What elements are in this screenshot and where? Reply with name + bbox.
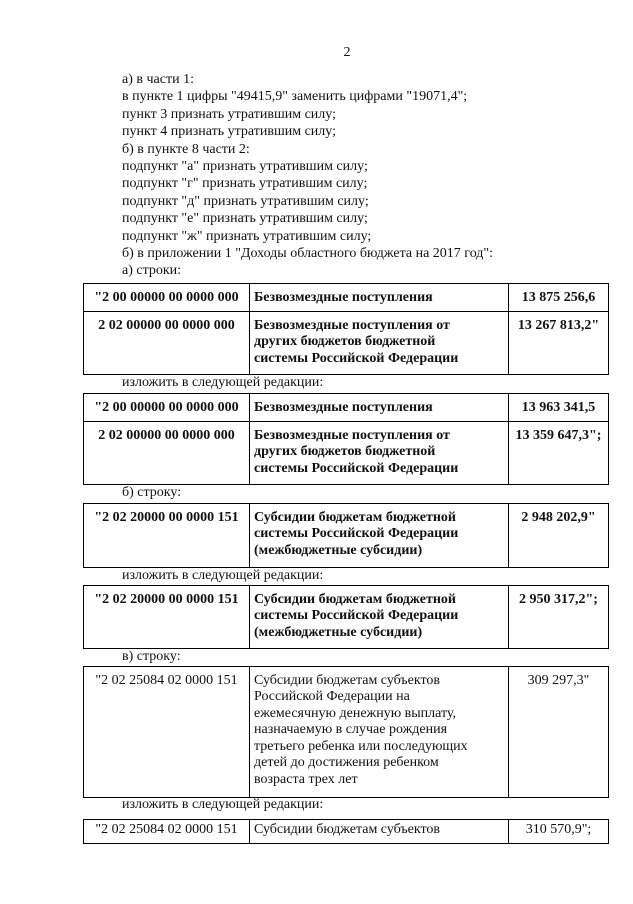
code-cell: "2 02 25084 02 0000 151 <box>84 667 250 798</box>
redaction-label: изложить в следующей редакции: <box>122 797 324 812</box>
page-number: 2 <box>343 45 351 60</box>
table-row <box>84 284 609 312</box>
name-cell: Субсидии бюджетам бюджетной системы Российской Федерации (межбюджетные субсидии) <box>250 504 509 568</box>
section-label: в) строку: <box>122 649 181 664</box>
name-cell: Безвозмездные поступления от других бюджетов бюджетной системы Российской Федерации <box>250 422 509 485</box>
table-row <box>84 422 609 485</box>
table-row <box>84 312 609 375</box>
amount-cell: 2 950 317,2"; <box>509 586 609 649</box>
table-row <box>84 394 609 422</box>
section-label: б) строку: <box>122 485 182 500</box>
name-cell: Субсидии бюджетам субъектов <box>250 820 509 844</box>
amendment-text <box>122 71 493 280</box>
amendment-line: в пункте 1 цифры "49415,9" заменить цифрами "19071,4"; <box>122 89 468 105</box>
table-row <box>84 586 609 649</box>
budget-table-old-rows <box>83 283 609 375</box>
amount-cell: 2 948 202,9" <box>509 504 609 568</box>
name-cell: Субсидии бюджетам субъектов Российской Федерации на ежемесячную денежную выплату, назначаемую в случае рождения третьего ребенка или последующих детей до достижения ребенком возраста трех лет <box>250 667 509 798</box>
table-row <box>84 504 609 568</box>
code-cell: 2 02 00000 00 0000 000 <box>84 312 250 375</box>
code-cell: "2 02 20000 00 0000 151 <box>84 586 250 649</box>
name-cell: Безвозмездные поступления <box>250 284 509 312</box>
subsidies-table-old <box>83 503 609 568</box>
subsidies-table-new <box>83 585 609 649</box>
amendment-line: подпункт "а" признать утратившим силу; <box>122 159 368 175</box>
amount-cell: 13 267 813,2" <box>509 312 609 375</box>
amendment-line: пункт 3 признать утратившим силу; <box>122 106 336 122</box>
amount-cell: 13 963 341,5 <box>509 394 609 422</box>
amendment-line: подпункт "е" признать утратившим силу; <box>122 211 368 227</box>
child-payment-table-new <box>83 819 609 844</box>
name-cell: Безвозмездные поступления от других бюджетов бюджетной системы Российской Федерации <box>250 312 509 375</box>
amendment-line: а) строки: <box>122 263 182 279</box>
code-cell: "2 00 00000 00 0000 000 <box>84 394 250 422</box>
budget-table-new-rows <box>83 393 609 485</box>
code-cell: "2 02 20000 00 0000 151 <box>84 504 250 568</box>
amendment-line: б) в пункте 8 части 2: <box>122 141 250 157</box>
amount-cell: 13 359 647,3"; <box>509 422 609 485</box>
code-cell: "2 02 25084 02 0000 151 <box>84 820 250 844</box>
amount-cell: 309 297,3" <box>509 667 609 798</box>
name-cell: Безвозмездные поступления <box>250 394 509 422</box>
amendment-line: подпункт "ж" признать утратившим силу; <box>122 228 372 244</box>
table-row <box>84 667 609 798</box>
amount-cell: 310 570,9"; <box>509 820 609 844</box>
code-cell: "2 00 00000 00 0000 000 <box>84 284 250 312</box>
redaction-label: изложить в следующей редакции: <box>122 568 324 583</box>
name-cell: Субсидии бюджетам бюджетной системы Российской Федерации (межбюджетные субсидии) <box>250 586 509 649</box>
amendment-line: а) в части 1: <box>122 72 194 87</box>
amendment-line: подпункт "д" признать утратившим силу; <box>122 193 369 209</box>
amount-cell: 13 875 256,6 <box>509 284 609 312</box>
amendment-line: подпункт "г" признать утратившим силу; <box>122 176 368 192</box>
amendment-line: б) в приложении 1 "Доходы областного бюджета на 2017 год": <box>122 246 494 262</box>
table-row <box>84 820 609 844</box>
amendment-line: пункт 4 признать утратившим силу; <box>122 124 336 140</box>
code-cell: 2 02 00000 00 0000 000 <box>84 422 250 485</box>
child-payment-table-old <box>83 666 609 798</box>
redaction-label: изложить в следующей редакции: <box>122 375 324 390</box>
